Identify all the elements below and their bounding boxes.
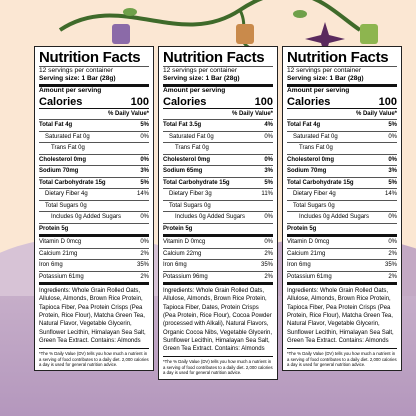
nutrient-dv: 0%: [140, 156, 149, 163]
nutrient-dv: 0%: [140, 214, 149, 221]
nutrient-row: [39, 154, 149, 166]
nutrient-label: Protein 5g: [287, 225, 317, 232]
nutrient-row: [163, 200, 273, 212]
nutrient-row: [39, 223, 149, 235]
daily-value-header: % Daily Value*: [107, 110, 149, 117]
daily-value-footnote: *The % Daily Value (DV) tells you how much a nutrient in a serving of food contributes to a daily diet. 2,000 calories a day is used for general nutrition advice.: [39, 348, 149, 367]
nutrient-label: Cholesterol 0mg: [163, 156, 211, 163]
nutrient-dv: 2%: [140, 273, 149, 280]
nutrient-dv: 0%: [140, 239, 149, 246]
ingredients-text: Ingredients: Whole Grain Rolled Oats, Allulose, Almonds, Brown Rice Protein, Tapioca Fiber, Dates, Protein Crisps (Pea Protein, Rice Flour), Cocoa Powder (processed with Alkali), Natural Flavors, Organic Cocoa Nibs, Vegetable Glycerin, Sunflower Lecithin, Himalayan Sea Salt, Green Tea Extract. Contains: Almonds: [163, 282, 273, 353]
nutrient-label: Total Fat 4g: [39, 122, 73, 129]
nutrient-row: [287, 119, 397, 131]
servings-per-container: 12 servings per container: [163, 66, 273, 75]
nutrient-row: [287, 271, 397, 283]
nutrient-label: Potassium 61mg: [287, 273, 332, 280]
nutrient-label: Total Sugars 0g: [169, 202, 211, 209]
nutrient-dv: 35%: [384, 262, 397, 269]
nutrient-row: [163, 259, 273, 271]
nutrient-label: Iron 6mg: [287, 262, 311, 269]
nutrient-label: Includes 0g Added Sugars: [175, 214, 246, 221]
nutrient-dv: 5%: [388, 122, 397, 129]
nutrient-dv: 3%: [140, 168, 149, 175]
nutrient-label: Saturated Fat 0g: [45, 133, 90, 140]
nutrient-dv: 35%: [136, 262, 149, 269]
nutrient-dv: 0%: [388, 133, 397, 140]
nutrient-label: Total Carbohydrate 15g: [287, 179, 354, 186]
nutrient-row: [287, 200, 397, 212]
nutrient-row: [163, 177, 273, 189]
package-icon: [112, 24, 130, 44]
ingredients-text: Ingredients: Whole Grain Rolled Oats, Allulose, Almonds, Brown Rice Protein, Tapioca Fiber, Pea Protein Crisps (Pea Protein, Rice Flour), Matcha Green Tea, Natural Flavor, Vegetable Glycerin, Sunflower Lecithin, Himalayan Sea Salt, Green Tea Extract. Contains: Almonds: [39, 282, 149, 345]
nutrient-dv: 0%: [264, 214, 273, 221]
nutrient-row: [39, 259, 149, 271]
nutrient-row: [287, 154, 397, 166]
nutrient-label: Calcium 22mg: [163, 250, 202, 257]
nutrient-dv: 2%: [264, 273, 273, 280]
panel-title: Nutrition Facts: [39, 49, 141, 66]
nutrient-row: [39, 165, 149, 177]
nutrient-label: Iron 6mg: [39, 262, 63, 269]
nutrient-label: Dietary Fiber 4g: [45, 191, 88, 198]
calories-label: Calories: [39, 95, 83, 108]
nutrient-row: [163, 223, 273, 235]
nutrient-row: [287, 259, 397, 271]
daily-value-header: % Daily Value*: [231, 110, 273, 117]
nutrient-label: Total Sugars 0g: [293, 202, 335, 209]
nutrient-dv: 5%: [140, 122, 149, 129]
amount-per-serving: Amount per serving: [39, 84, 149, 95]
nutrient-label: Includes 0g Added Sugars: [51, 214, 122, 221]
nutrient-dv: 2%: [388, 273, 397, 280]
nutrient-dv: 0%: [388, 239, 397, 246]
servings-per-container: 12 servings per container: [287, 66, 397, 75]
nutrition-panel: [282, 46, 402, 371]
nutrient-label: Total Carbohydrate 15g: [163, 179, 230, 186]
package-icon: [236, 24, 254, 44]
nutrient-row: [287, 142, 397, 154]
nutrient-label: Total Fat 4g: [287, 122, 321, 129]
amount-per-serving: Amount per serving: [163, 84, 273, 95]
nutrition-panel: [34, 46, 154, 371]
calories-label: Calories: [163, 95, 207, 108]
nutrient-dv: 0%: [140, 133, 149, 140]
nutrient-row: [287, 165, 397, 177]
calories-value: 100: [130, 95, 149, 108]
nutrient-label: Vitamin D 0mcg: [39, 239, 82, 246]
nutrient-row: [163, 188, 273, 200]
package-icon: [360, 24, 378, 44]
nutrient-dv: 11%: [261, 191, 273, 198]
nutrient-row: [39, 211, 149, 223]
nutrient-row: [39, 131, 149, 143]
nutrient-row: [163, 234, 273, 248]
nutrient-dv: 14%: [136, 191, 149, 198]
nutrient-row: [163, 142, 273, 154]
nutrient-dv: 5%: [264, 179, 273, 186]
nutrient-label: Cholesterol 0mg: [287, 156, 335, 163]
nutrient-label: Vitamin D 0mcg: [287, 239, 330, 246]
serving-size: Serving size: 1 Bar (28g): [39, 75, 116, 83]
nutrient-label: Potassium 61mg: [39, 273, 84, 280]
serving-size: Serving size: 1 Bar (28g): [163, 75, 240, 83]
nutrient-row: [163, 154, 273, 166]
nutrient-dv: 0%: [264, 133, 273, 140]
nutrient-dv: 4%: [264, 122, 273, 129]
nutrient-label: Dietary Fiber 4g: [293, 191, 336, 198]
calories-value: 100: [378, 95, 397, 108]
nutrient-label: Total Fat 3.5g: [163, 122, 202, 129]
panel-title: Nutrition Facts: [287, 49, 389, 66]
nutrient-row: [39, 234, 149, 248]
nutrient-label: Protein 5g: [39, 225, 69, 232]
nutrient-label: Iron 6mg: [163, 262, 187, 269]
nutrient-row: [163, 131, 273, 143]
serving-size: Serving size: 1 Bar (28g): [287, 75, 364, 83]
nutrient-label: Trans Fat 0g: [51, 145, 85, 152]
nutrient-dv: 0%: [264, 239, 273, 246]
nutrient-row: [163, 119, 273, 131]
nutrient-row: [287, 223, 397, 235]
nutrient-label: Dietary Fiber 3g: [169, 191, 212, 198]
ingredients-text: Ingredients: Whole Grain Rolled Oats, Allulose, Almonds, Brown Rice Protein, Tapioca Fiber, Pea Protein Crisps (Pea Protein, Rice Flour), Matcha Green Tea, Natural Flavor, Vegetable Glycerin, Sunflower Lecithin, Himalayan Sea Salt, Green Tea Extract. Contains: Almonds: [287, 282, 397, 345]
nutrient-row: [39, 119, 149, 131]
nutrient-label: Potassium 96mg: [163, 273, 208, 280]
nutrient-label: Saturated Fat 0g: [169, 133, 214, 140]
nutrient-row: [287, 131, 397, 143]
nutrient-dv: 35%: [260, 262, 273, 269]
servings-per-container: 12 servings per container: [39, 66, 149, 75]
calories-value: 100: [254, 95, 273, 108]
calories-label: Calories: [287, 95, 331, 108]
nutrient-row: [163, 165, 273, 177]
nutrient-dv: 2%: [388, 250, 397, 257]
nutrient-dv: 0%: [388, 214, 397, 221]
nutrition-panel: [158, 46, 278, 380]
nutrient-row: [39, 271, 149, 283]
nutrient-dv: 0%: [388, 156, 397, 163]
nutrient-label: Total Sugars 0g: [45, 202, 87, 209]
nutrient-label: Total Carbohydrate 15g: [39, 179, 106, 186]
nutrient-dv: 5%: [140, 179, 149, 186]
nutrient-row: [287, 234, 397, 248]
nutrient-label: Cholesterol 0mg: [39, 156, 87, 163]
nutrient-row: [287, 211, 397, 223]
nutrient-dv: 0%: [264, 156, 273, 163]
nutrient-label: Protein 5g: [163, 225, 193, 232]
daily-value-footnote: *The % Daily Value (DV) tells you how much a nutrient in a serving of food contributes to a daily diet. 2,000 calories a day is used for general nutrition advice.: [163, 356, 273, 375]
nutrient-label: Trans Fat 0g: [299, 145, 333, 152]
nutrient-label: Includes 0g Added Sugars: [299, 214, 370, 221]
nutrient-label: Sodium 70mg: [39, 168, 79, 175]
nutrient-dv: 2%: [140, 250, 149, 257]
nutrient-label: Calcium 21mg: [287, 250, 326, 257]
daily-value-footnote: *The % Daily Value (DV) tells you how much a nutrient in a serving of food contributes to a daily diet. 2,000 calories a day is used for general nutrition advice.: [287, 348, 397, 367]
nutrient-dv: 3%: [388, 168, 397, 175]
nutrient-row: [163, 271, 273, 283]
nutrient-row: [287, 177, 397, 189]
nutrient-row: [287, 248, 397, 260]
nutrient-dv: 3%: [264, 168, 273, 175]
nutrient-label: Sodium 65mg: [163, 168, 203, 175]
nutrient-label: Calcium 21mg: [39, 250, 78, 257]
amount-per-serving: Amount per serving: [287, 84, 397, 95]
nutrient-row: [287, 188, 397, 200]
nutrient-label: Saturated Fat 0g: [293, 133, 338, 140]
nutrient-row: [39, 248, 149, 260]
nutrient-label: Trans Fat 0g: [175, 145, 209, 152]
daily-value-header: % Daily Value*: [355, 110, 397, 117]
nutrient-label: Vitamin D 0mcg: [163, 239, 206, 246]
panel-title: Nutrition Facts: [163, 49, 265, 66]
nutrient-dv: 14%: [384, 191, 397, 198]
nutrient-row: [39, 177, 149, 189]
nutrient-dv: 2%: [264, 250, 273, 257]
nutrient-label: Sodium 70mg: [287, 168, 327, 175]
nutrient-row: [163, 248, 273, 260]
nutrient-row: [163, 211, 273, 223]
nutrient-row: [39, 188, 149, 200]
nutrient-row: [39, 200, 149, 212]
nutrient-dv: 5%: [388, 179, 397, 186]
nutrient-row: [39, 142, 149, 154]
